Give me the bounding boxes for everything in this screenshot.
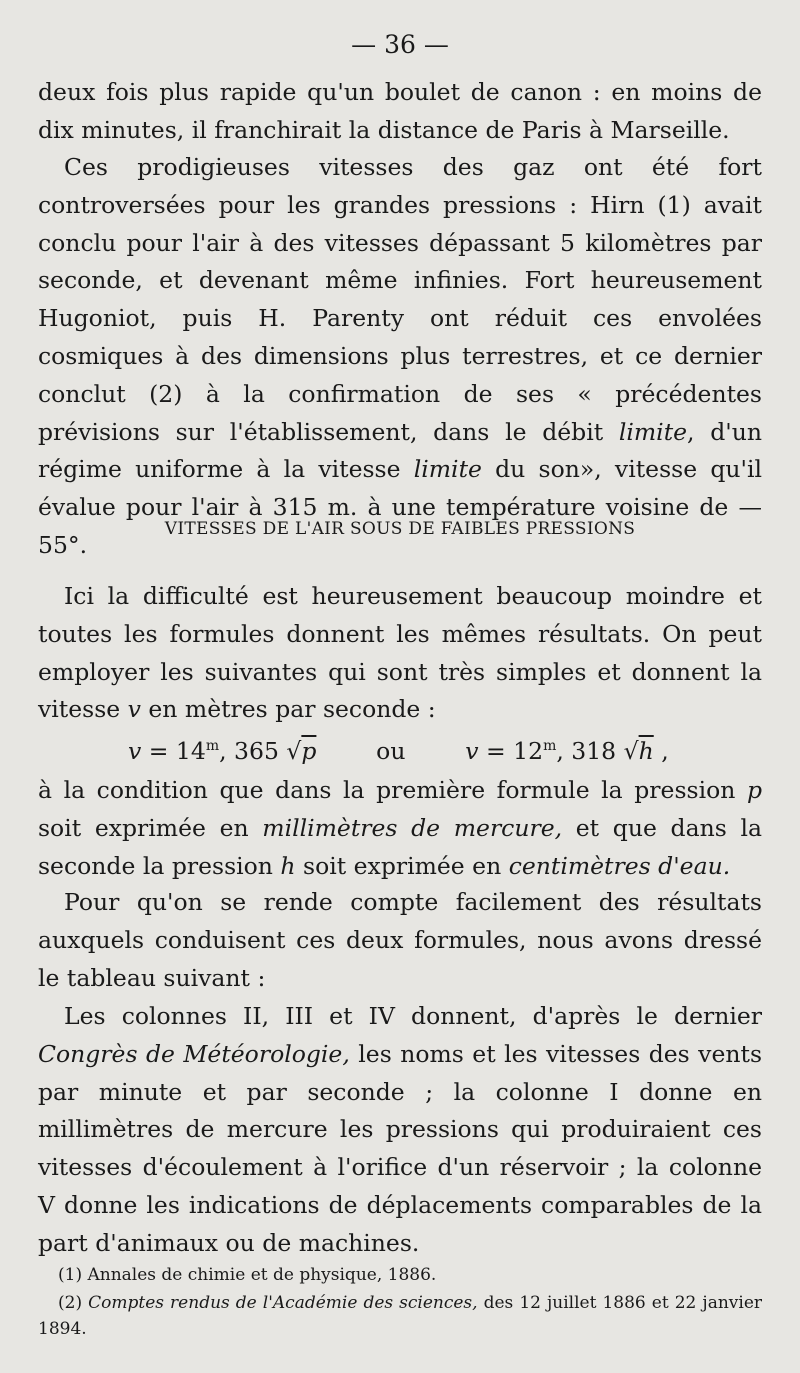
page-number: — 36 — xyxy=(351,30,449,59)
paragraph-4-var-p: p xyxy=(746,776,762,804)
formula-sup1: m xyxy=(205,738,220,754)
paragraph-4-text-c: et que dans la seconde la pression xyxy=(38,813,762,880)
paragraph-2-text-a: Ces prodigieuses vitesses des gaz ont été fort controversées pour les grandes pressions : Hirn (1) avait conclu pour l'air à des vitesses dépassant 5 kilomètres par seconde, et devenant même infinies. Fort heureusement Hugoniot, puis H. Parenty ont réduit ces envolées cosmiques à des dimensions plus terrestres, et ce dernier conclut (2) à la confirmation de ses « précédentes prévisions sur l'établissement, dans le débit xyxy=(38,153,762,446)
paragraph-3-text-b: en mètres par seconde : xyxy=(140,695,436,724)
formula-coef1: , 365 √ xyxy=(219,736,302,765)
paragraph-4-var-h: h xyxy=(280,851,296,880)
formula-var-h: h xyxy=(638,736,654,765)
paragraph-6-text-a: Les colonnes II, III et IV donnent, d'après le dernier xyxy=(64,1002,762,1030)
paragraph-5 xyxy=(38,884,762,997)
formula-var-v2: v xyxy=(465,736,479,765)
paragraph-2-italic-limite-1: limite xyxy=(618,417,688,446)
paragraph-5-text: Pour qu'on se rende compte facilement des résultats auxquels conduisent ces deux formules, nous avons dressé le tableau suivant : xyxy=(38,888,762,992)
formula-line xyxy=(128,728,748,769)
footnote-2-italic: Comptes rendus de l'Académie des sciences, xyxy=(88,1293,478,1313)
footnote-2-text-a: (2) xyxy=(58,1293,89,1313)
paragraph-4-text-b: soit exprimée en xyxy=(38,813,263,842)
footnote-1 xyxy=(38,1262,762,1288)
paragraph-2-text-b: , d'un régime uniforme à la vitesse xyxy=(38,417,762,484)
footnote-2 xyxy=(38,1290,762,1342)
paragraph-2-italic-limite-2: limite xyxy=(413,455,482,484)
formula-eq2: = 12 xyxy=(478,736,544,765)
formula-var-v1: v xyxy=(128,736,142,765)
paragraph-3-text-a: Ici la difficulté est heureusement beaucoup moindre et toutes les formules donnent les mêmes résultats. On peut employer les suivantes qui sont très simples et donnent la vitesse xyxy=(38,582,762,724)
formula-var-p: p xyxy=(301,736,317,765)
paragraph-1 xyxy=(38,74,762,150)
paragraph-4-text-d: soit exprimée en xyxy=(295,851,509,880)
paragraph-4-text-a: à la condition que dans la première formule la pression xyxy=(38,776,747,804)
paragraph-4-italic-2: centimètres d'eau. xyxy=(508,851,731,880)
section-heading: VITESSES DE L'AIR SOUS DE FAIBLES PRESSIONS xyxy=(164,519,636,539)
paragraph-3-var-v: v xyxy=(127,695,141,724)
paragraph-2-text-c: du son», vitesse qu'il évalue pour l'air à 315 m. à une température voisine de — 55°. xyxy=(38,455,762,559)
formula-eq1: = 14 xyxy=(141,736,206,765)
paragraph-6 xyxy=(38,998,762,1263)
paragraph-1-text: deux fois plus rapide qu'un boulet de canon : en moins de dix minutes, il franchirait la distance de Paris à Marseille. xyxy=(38,78,762,144)
formula-ou: ou xyxy=(376,736,406,765)
formula-coef2: , 318 √ xyxy=(556,736,639,765)
paragraph-4 xyxy=(38,772,762,885)
footnote-1-text: (1) Annales de chimie et de physique, 1886. xyxy=(58,1265,437,1285)
formula-end: , xyxy=(653,736,669,765)
paragraph-2 xyxy=(38,149,762,565)
paragraph-3 xyxy=(38,578,762,729)
paragraph-6-text-b: les noms et les vitesses des vents par minute et par seconde ; la colonne I donne en millimètres de mercure les pressions qui produiraient ces vitesses d'écoulement à l'orifice d'un réservoir ; la colonne V donne les indications de déplacements comparables de la part d'animaux ou de machines. xyxy=(38,1039,763,1257)
paragraph-4-italic-1: millimètres de mercure, xyxy=(262,813,563,842)
footnote-2-text-b: des 12 juillet 1886 et 22 janvier 1894. xyxy=(38,1293,763,1339)
formula-sup2: m xyxy=(543,738,557,754)
paragraph-6-italic-1: Congrès de Météorologie, xyxy=(38,1039,350,1068)
